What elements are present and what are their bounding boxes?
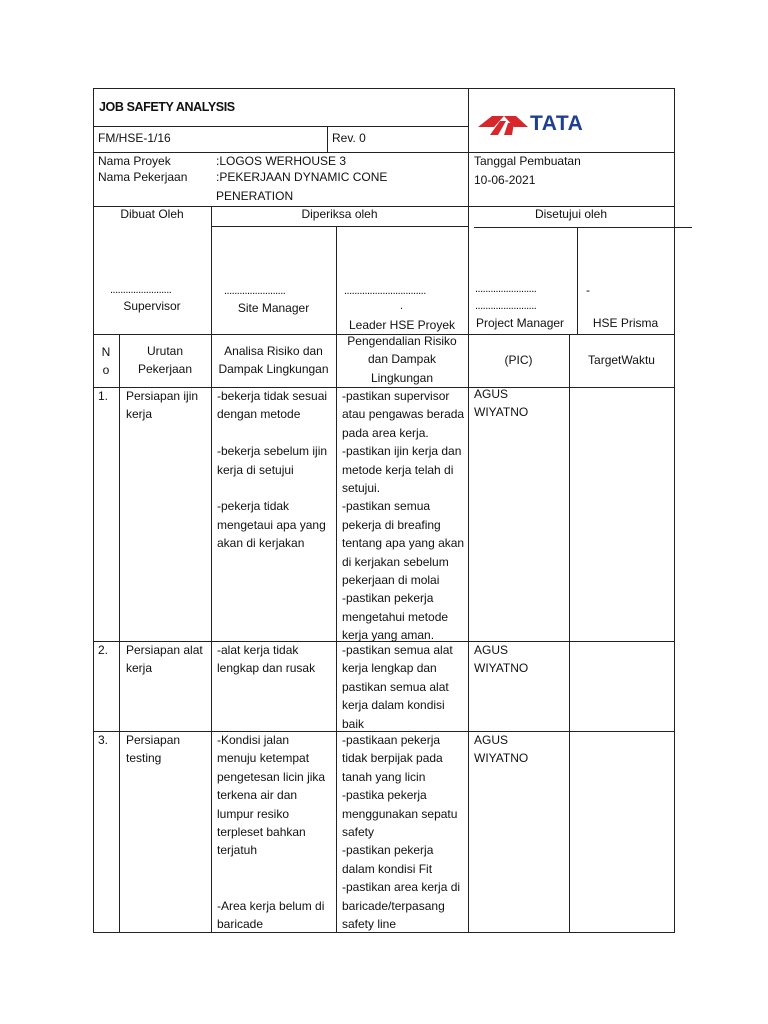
row-step-line: kerja [126,407,153,422]
row-control-line: di kerjakan sebelum [342,554,449,569]
row-step [126,641,203,678]
row-risk-gap [217,479,327,497]
col-header-target: TargetWaktu [588,353,655,367]
row-pic-line: WIYATNO [474,661,529,676]
row-control-line: safety line [342,917,397,932]
job-name-value-line1: :PEKERJAAN DYNAMIC CONE [216,170,388,184]
col-header-control-line3: Lingkungan [370,370,434,385]
border-right [674,88,675,933]
col-header-step [119,342,211,379]
col-header-no-line2: o [102,363,110,378]
line-h1 [93,126,468,127]
row-risk-line: -bekerja tidak sesuai [217,389,328,403]
job-name-value-line2: PENERATION [216,189,294,203]
row-pic [474,641,528,678]
row-control-line: atau pengawas berada [342,407,465,422]
line-v-col4 [468,334,469,933]
row-control [342,731,460,933]
row-risk-line: terpleset bahkan [217,825,306,840]
project-manager-signature-line-2: ........................ [475,300,537,312]
row-control-line: kerja dalam kondisi [342,698,445,713]
row-pic-line: AGUS [474,387,509,401]
revision: Rev. 0 [332,131,366,145]
col-header-risk-line1: Analisa Risiko dan [224,344,323,358]
row-risk-line: -bekerja sebelum ijin [217,444,328,459]
project-manager-label: Project Manager [476,316,565,330]
row-pic-line: WIYATNO [474,751,529,766]
col-header-risk-line2: Dampak Lingkungan [218,362,329,377]
col-header-control-line1: Pengendalian Risiko [347,334,457,348]
line-v-col5 [569,334,570,933]
row-risk-line: -alat kerja tidak [217,643,299,657]
row-risk-line: dengan metode [217,407,301,422]
col-header-risk [211,342,336,379]
line-h2 [93,152,675,153]
checked-by-label: Diperiksa oleh [301,207,378,221]
row-risk-line: menuju ketempat [217,751,310,766]
row-risk-gap [217,878,325,896]
row-risk-gap [217,860,325,878]
row-control-line: tidak berpijak pada [342,751,443,766]
row-control-line: baricade/terpasang [342,898,445,913]
tata-logo-icon [478,113,530,139]
row-control-line: -pastika pekerja [342,788,427,803]
row-control-line: -pastikan pekerja [342,843,434,858]
line-v-col3 [336,334,337,933]
row-step [126,387,198,424]
row-control-line: tentang apa yang akan [342,536,465,551]
row-control-line: setujui. [342,481,381,496]
col-header-control-line2: dan Dampak [367,352,437,367]
line-v-col1 [119,334,120,933]
leader-hse-label: Leader HSE Proyek [348,318,456,332]
made-by-label: Dibuat Oleh [120,207,184,221]
row-risk-line: kerja di setujui [217,462,294,477]
row-risk-line: terkena air dan [217,788,298,803]
tata-logo [478,111,594,139]
row-control-line: menggunakan sepatu [342,806,458,821]
project-name-label: Nama Proyek [98,154,171,168]
document-title: JOB SAFETY ANALYSIS [99,100,235,114]
row-risk-line: terjatuh [217,843,258,858]
line-v-rev [327,126,328,153]
hse-prisma-label: HSE Prisma [592,316,659,330]
row-step-line: Persiapan alat [126,643,203,657]
row-risk-line: mengetaui apa yang [217,517,326,532]
job-name-label: Nama Pekerjaan [98,170,188,184]
row-control-line: -pastikan ijin kerja dan [342,444,462,459]
col-header-no [93,343,119,380]
row-risk [217,641,315,678]
row-risk-line: -pekerja tidak [217,499,290,514]
approved-by-label: Disetujui oleh [534,207,608,221]
row-no: 1. [98,389,109,403]
row-control-line: pekerja di breafing [342,517,441,532]
leader-hse-signature-line: ................................ [344,285,426,297]
col-header-pic: (PIC) [504,353,533,367]
line-v-col2 [211,334,212,933]
hse-prisma-dash: - [586,283,590,297]
col-header-step-line2: Pekerjaan [137,362,193,377]
row-risk [217,387,327,553]
row-control-line: dalam kondisi Fit [342,861,433,876]
date-label: Tanggal Pembuatan [474,154,581,168]
row-risk-line: -Kondisi jalan [217,733,290,747]
row-risk [217,731,325,933]
row-control-line: safety [342,825,375,840]
row-pic [474,731,528,768]
row-risk-line: lumpur resiko [217,806,290,821]
row-risk-line: baricade [217,917,264,932]
row-no: 2. [98,643,109,657]
line-h4 [211,226,468,227]
row-control-line: pekerjaan di molai [342,573,440,588]
row-control-line: baik [342,716,365,731]
row-control-line: kerja lengkap dan [342,661,437,676]
row-control-line: -pastikaan pekerja [342,733,441,747]
row-control-line: -pastikan semua alat [342,643,453,657]
row-step [126,731,180,768]
row-risk-line: pengetesan licin jika [217,769,326,784]
row-control-line: -pastikan supervisor [342,389,450,403]
row-control-line: kerja yang aman. [342,628,435,643]
row-pic-line: WIYATNO [474,405,529,420]
project-name-value: :LOGOS WERHOUSE 3 [216,154,347,168]
leader-hse-dot: . [400,300,403,312]
row-control-line: mengetahui metode [342,609,449,624]
col-header-no-line1: N [101,345,111,359]
site-manager-label: Site Manager [237,301,310,315]
row-pic-line: AGUS [474,733,509,747]
col-header-control [336,332,468,387]
border-top [93,88,675,89]
row-risk-gap [217,424,327,442]
tata-logo-text: TATA [530,112,584,135]
row-no: 3. [98,733,109,747]
row-control-line: -pastikan pekerja [342,591,434,606]
row-step-line: testing [126,751,162,766]
row-control [342,641,453,733]
row-risk-line: akan di kerjakan [217,536,305,551]
row-control-line: -pastikan area kerja di [342,880,461,895]
project-manager-signature-line-1: ........................ [475,283,537,295]
row-risk-line: -Area kerja belum di [217,898,325,913]
site-manager-signature-line: ........................ [224,285,286,297]
row-step-line: Persiapan ijin [126,389,199,403]
supervisor-label: Supervisor [123,299,181,313]
supervisor-signature-line: ........................ [110,284,172,296]
form-code: FM/HSE-1/16 [98,131,171,145]
row-control-line: metode kerja telah di [342,462,454,477]
row-control-line: tanah yang licin [342,769,426,784]
line-h4b [474,227,692,228]
row-step-line: kerja [126,661,153,676]
row-step-line: Persiapan [126,733,181,747]
row-pic [474,385,528,422]
row-control [342,387,464,645]
date-value: 10-06-2021 [474,173,536,187]
row-pic-line: AGUS [474,643,509,657]
row-control-line: pastikan semua alat [342,679,449,694]
row-control-line: -pastikan semua [342,499,431,514]
row-control-line: pada area kerja. [342,425,429,440]
col-header-step-line1: Urutan [146,344,184,358]
row-risk-line: lengkap dan rusak [217,661,316,676]
